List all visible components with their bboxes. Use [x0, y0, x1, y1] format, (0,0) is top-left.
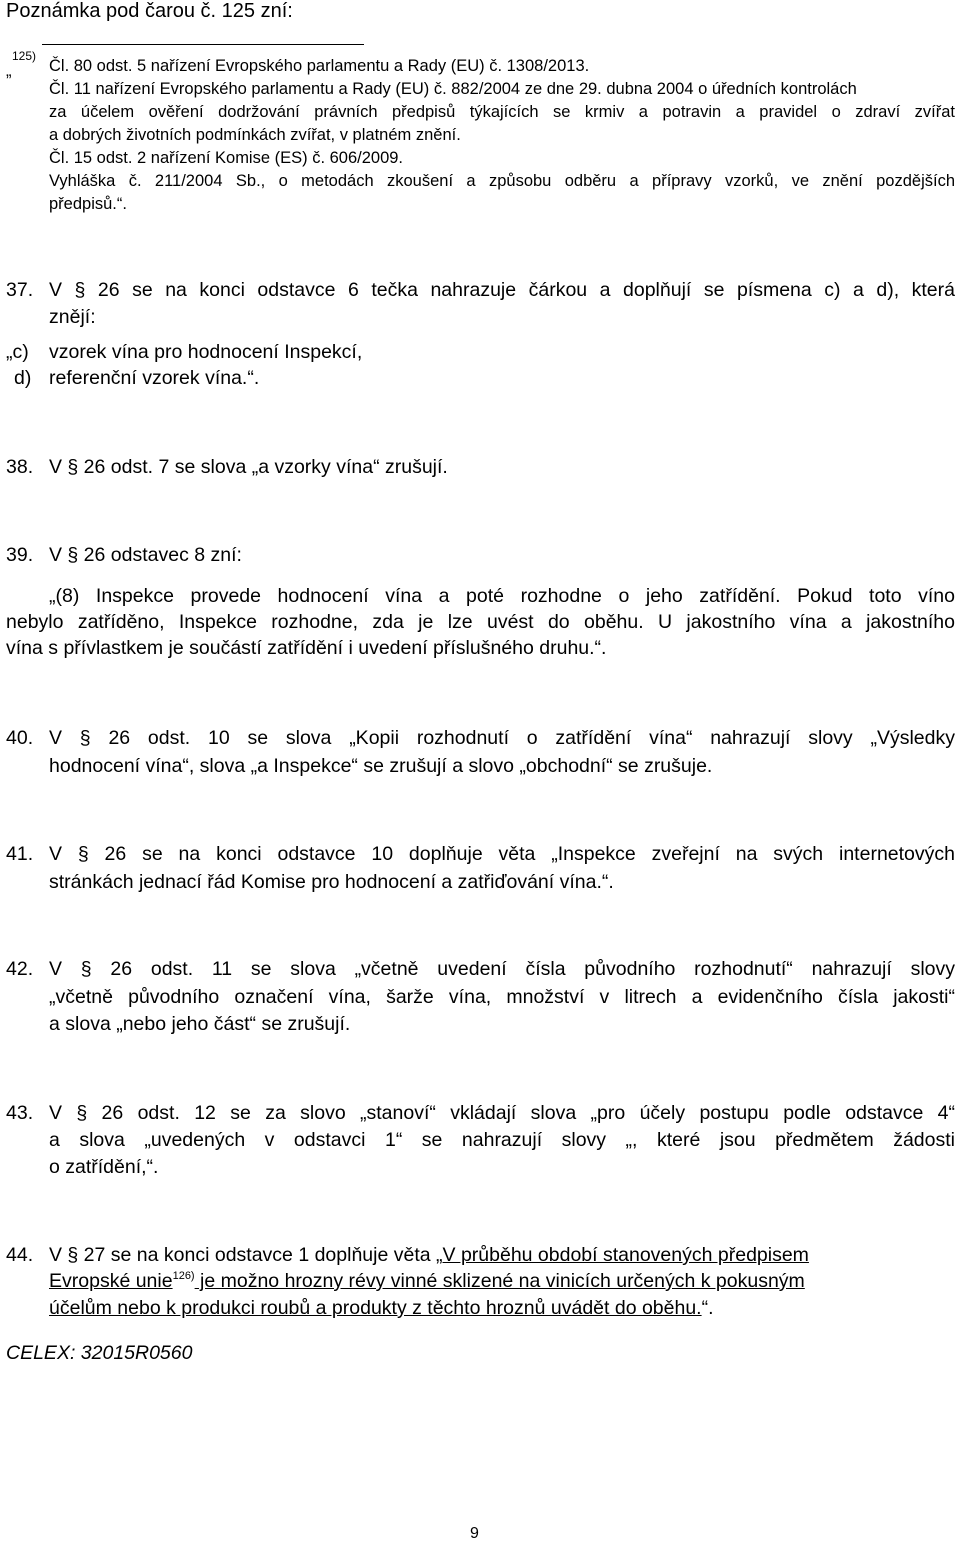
closing-quote: “. — [701, 1297, 714, 1319]
item-text: V § 26 odst. 11 se slova „včetně uvedení čísla původního rozhodnutí“ nahrazují slovy — [49, 958, 955, 980]
item-number: 37. — [6, 279, 34, 301]
item-text: V § 26 se na konci odstavce 6 tečka nahrazuje čárkou a doplňují se písmena c) a d), která — [49, 279, 955, 301]
footnote-line: Čl. 11 nařízení Evropského parlamentu a Rady (EU) č. 882/2004 ze dne 29. dubna 2004 o úředních kontrolách — [49, 80, 857, 98]
inserted-sentence: je možno hrozny révy vinné sklizené na vinicích určených k pokusným — [194, 1270, 805, 1292]
item-number: 39. — [6, 544, 34, 566]
item-text: V § 26 odst. 7 se slova „a vzorky vína“ zrušují. — [49, 456, 448, 478]
item-text — [49, 1270, 805, 1293]
inserted-sentence: Evropské unie — [49, 1270, 173, 1292]
item-text — [49, 1244, 809, 1267]
footnote-open-quote: „ — [6, 62, 12, 80]
footnote-line: Vyhláška č. 211/2004 Sb., o metodách zkoušení a způsobu odběru a přípravy vzorků, ve znění pozdějších — [49, 172, 955, 190]
item-text: hodnocení vína“, slova „a Inspekce“ se zrušují a slovo „obchodní“ se zrušuje. — [49, 755, 713, 777]
item-text — [49, 1297, 714, 1320]
footnote-line: za účelem ověření dodržování právních předpisů týkajících se krmiv a potravin a pravidel o zdraví zvířat — [49, 103, 955, 121]
item-number: 43. — [6, 1102, 34, 1124]
item-number: 42. — [6, 958, 34, 980]
footnote-rule — [42, 44, 364, 45]
quoted-paragraph: nebylo zatříděno, Inspekce rozhodne, zda je lze uvést do oběhu. U jakostního vína a jakostního — [6, 611, 955, 633]
inserted-sentence: V průběhu období stanovených předpisem — [442, 1244, 809, 1266]
item-intro: V § 27 se na konci odstavce 1 doplňuje věta „ — [49, 1244, 443, 1266]
item-text: V § 26 se na konci odstavce 10 doplňuje věta „Inspekce zveřejní na svých internetových — [49, 843, 955, 865]
letter-text: referenční vzorek vína.“. — [49, 367, 260, 389]
footnote-heading: Poznámka pod čarou č. 125 zní: — [6, 0, 293, 22]
item-text: V § 26 odst. 12 se za slovo „stanoví“ vkládají slova „pro účely postupu podle odstavce 4“ — [49, 1102, 955, 1124]
footnote-reference: 126) — [172, 1270, 195, 1282]
item-number: 40. — [6, 727, 34, 749]
footnote-line: předpisů.“. — [49, 195, 127, 213]
item-text: a slova „nebo jeho část“ se zrušují. — [49, 1013, 351, 1035]
item-number: 38. — [6, 456, 34, 478]
item-number: 44. — [6, 1244, 34, 1266]
item-text: a slova „uvedených v odstavci 1“ se nahrazují slovy „, které jsou předmětem žádosti — [49, 1129, 955, 1151]
letter-label: „c) — [6, 341, 29, 363]
letter-text: vzorek vína pro hodnocení Inspekcí, — [49, 341, 363, 363]
item-text: znějí: — [49, 306, 96, 328]
footnote-number: 125) — [12, 49, 37, 63]
item-number: 41. — [6, 843, 34, 865]
quoted-paragraph: vína s přívlastkem je součástí zatřídění i uvedení příslušného druhu.“. — [6, 637, 607, 659]
inserted-sentence: účelům nebo k produkci roubů a produkty z těchto hroznů uvádět do oběhu. — [49, 1297, 702, 1319]
footnote-line: Čl. 15 odst. 2 nařízení Komise (ES) č. 606/2009. — [49, 149, 404, 167]
item-text: „včetně původního označení vína, šarže vína, množství v litrech a evidenčního čísla jakosti“ — [49, 986, 955, 1008]
item-text: o zatřídění,“. — [49, 1156, 159, 1178]
quoted-paragraph: „(8) Inspekce provede hodnocení vína a poté rozhodne o jeho zatřídění. Pokud toto víno — [49, 585, 955, 607]
celex-reference: CELEX: 32015R0560 — [6, 1342, 193, 1364]
item-text: stránkách jednací řád Komise pro hodnocení a zatřiďování vína.“. — [49, 871, 614, 893]
item-text: V § 26 odst. 10 se slova „Kopii rozhodnutí o zatřídění vína“ nahrazují slovy „Výsledky — [49, 727, 955, 749]
item-text: V § 26 odstavec 8 zní: — [49, 544, 242, 566]
footnote-line: Čl. 80 odst. 5 nařízení Evropského parlamentu a Rady (EU) č. 1308/2013. — [49, 57, 590, 75]
page-number: 9 — [470, 1525, 479, 1542]
letter-label: d) — [14, 367, 32, 389]
footnote-line: a dobrých životních podmínkách zvířat, v platném znění. — [49, 126, 461, 144]
